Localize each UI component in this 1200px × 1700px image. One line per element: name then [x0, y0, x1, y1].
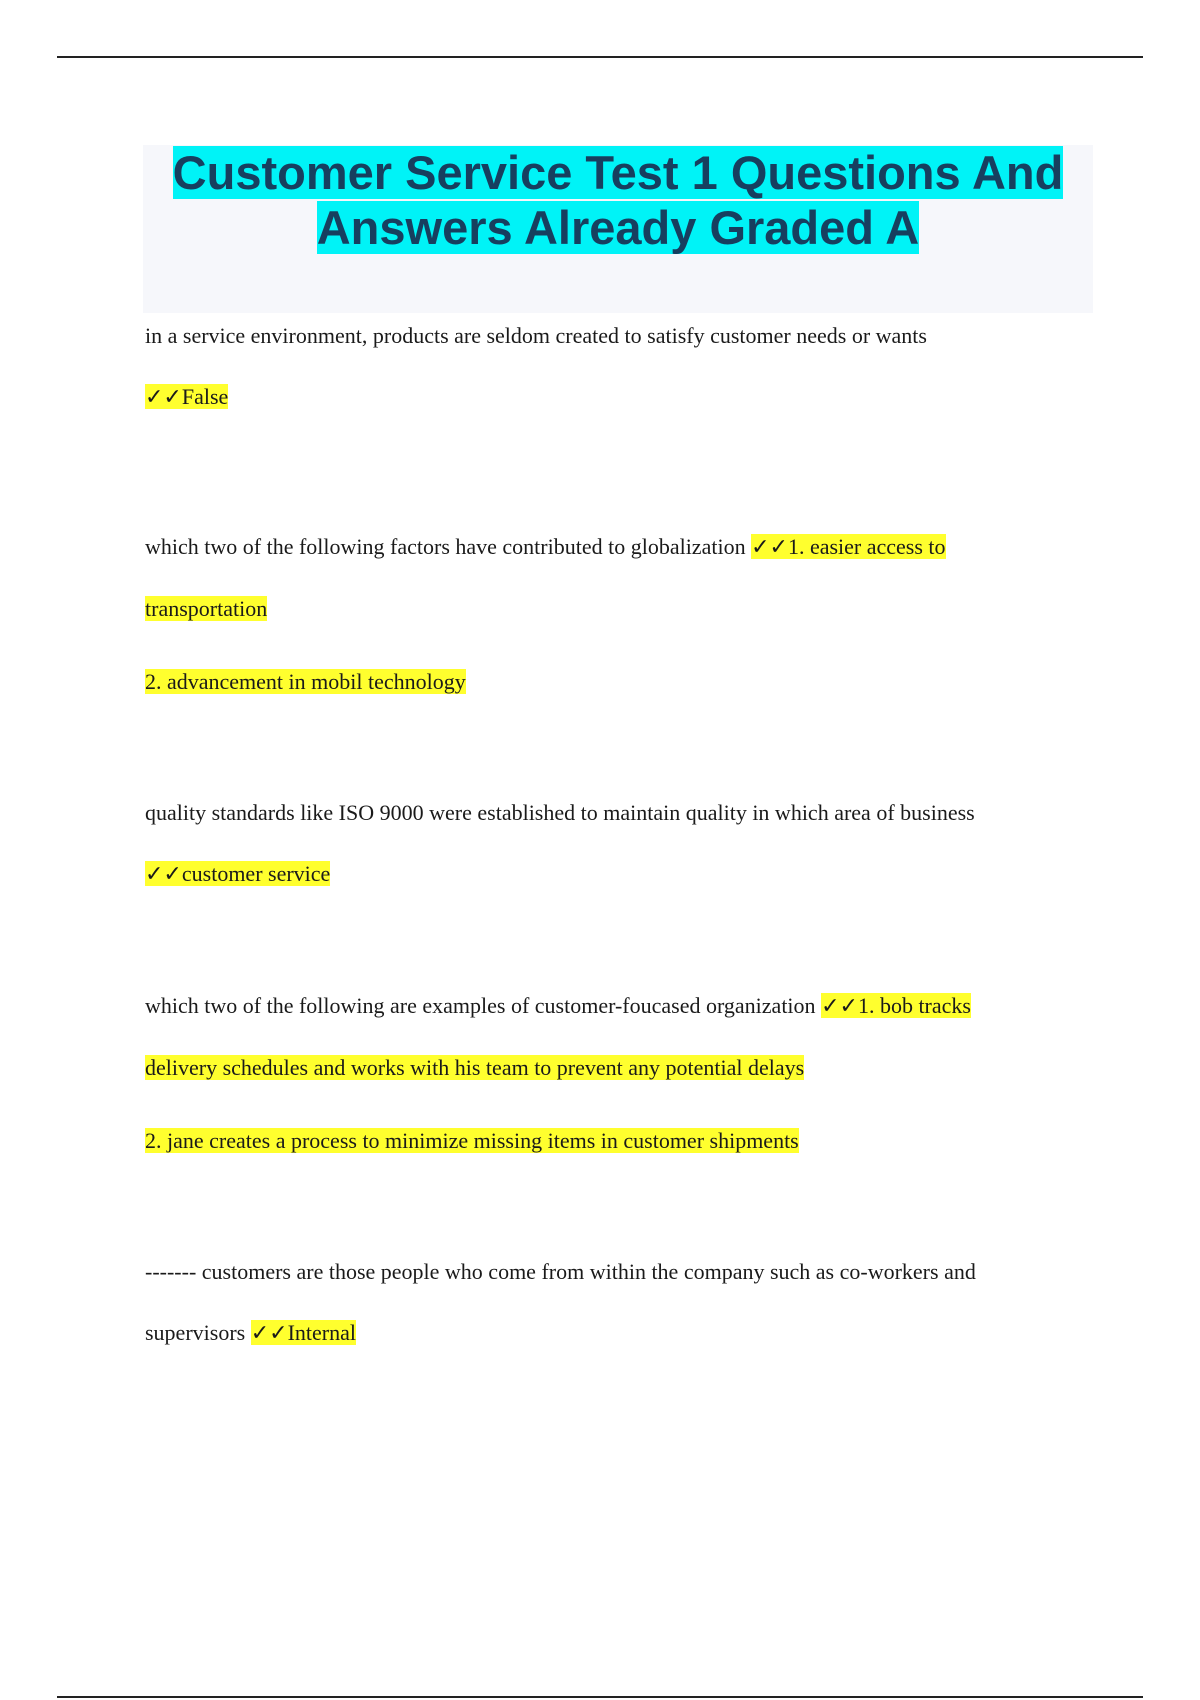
answer-text: 1. easier access to	[787, 534, 946, 559]
answer-line	[145, 366, 1085, 428]
answer-text: False	[181, 384, 229, 409]
qa-item	[145, 975, 1085, 1171]
answer-line	[145, 651, 1085, 712]
answer-line	[145, 578, 1085, 639]
question-text: in a service environment, products are seldom created to satisfy customer needs or wants	[145, 323, 927, 348]
question-text: which two of the following are examples of customer-foucased organization	[145, 993, 816, 1018]
answer-text: 2. advancement in mobil technology	[145, 669, 466, 694]
question-text: quality standards like ISO 9000 were established to maintain quality in which area of business	[145, 800, 975, 825]
answer-text: transportation	[145, 596, 268, 621]
qa-item	[145, 305, 1085, 428]
qa-item	[145, 782, 1085, 905]
question-text: ------- customers are those people who come from within the company such as co-workers and	[145, 1259, 976, 1284]
answer-text: 2. jane creates a process to minimize missing items in customer shipments	[145, 1128, 799, 1153]
answer-line	[145, 1037, 1085, 1098]
top-rule	[57, 56, 1143, 58]
question-answer-line	[145, 1302, 1085, 1364]
document-title	[143, 145, 1093, 255]
question-text: supervisors	[145, 1320, 246, 1345]
qa-content	[145, 305, 1085, 1364]
check-icon: ✓✓	[821, 994, 858, 1019]
question-text: which two of the following factors have contributed to globalization	[145, 534, 746, 559]
qa-item	[145, 516, 1085, 712]
answer-text: 1. bob tracks	[857, 993, 971, 1018]
question-answer-line	[145, 516, 1085, 578]
answer-line	[145, 843, 1085, 905]
qa-item	[145, 1241, 1085, 1364]
title-block	[143, 145, 1093, 313]
question-answer-line	[145, 975, 1085, 1037]
check-icon: ✓✓	[145, 862, 182, 887]
bottom-rule	[57, 1696, 1143, 1698]
title-line-2: Answers Already Graded A	[316, 201, 920, 254]
check-icon: ✓✓	[145, 385, 182, 410]
check-icon: ✓✓	[250, 1321, 288, 1346]
answer-text: Internal	[287, 1320, 356, 1345]
check-icon: ✓✓	[751, 535, 788, 560]
title-line-1: Customer Service Test 1 Questions And	[172, 146, 1064, 199]
answer-text: customer service	[181, 861, 331, 886]
answer-text: delivery schedules and works with his team to prevent any potential delays	[145, 1055, 805, 1080]
answer-line	[145, 1110, 1085, 1171]
